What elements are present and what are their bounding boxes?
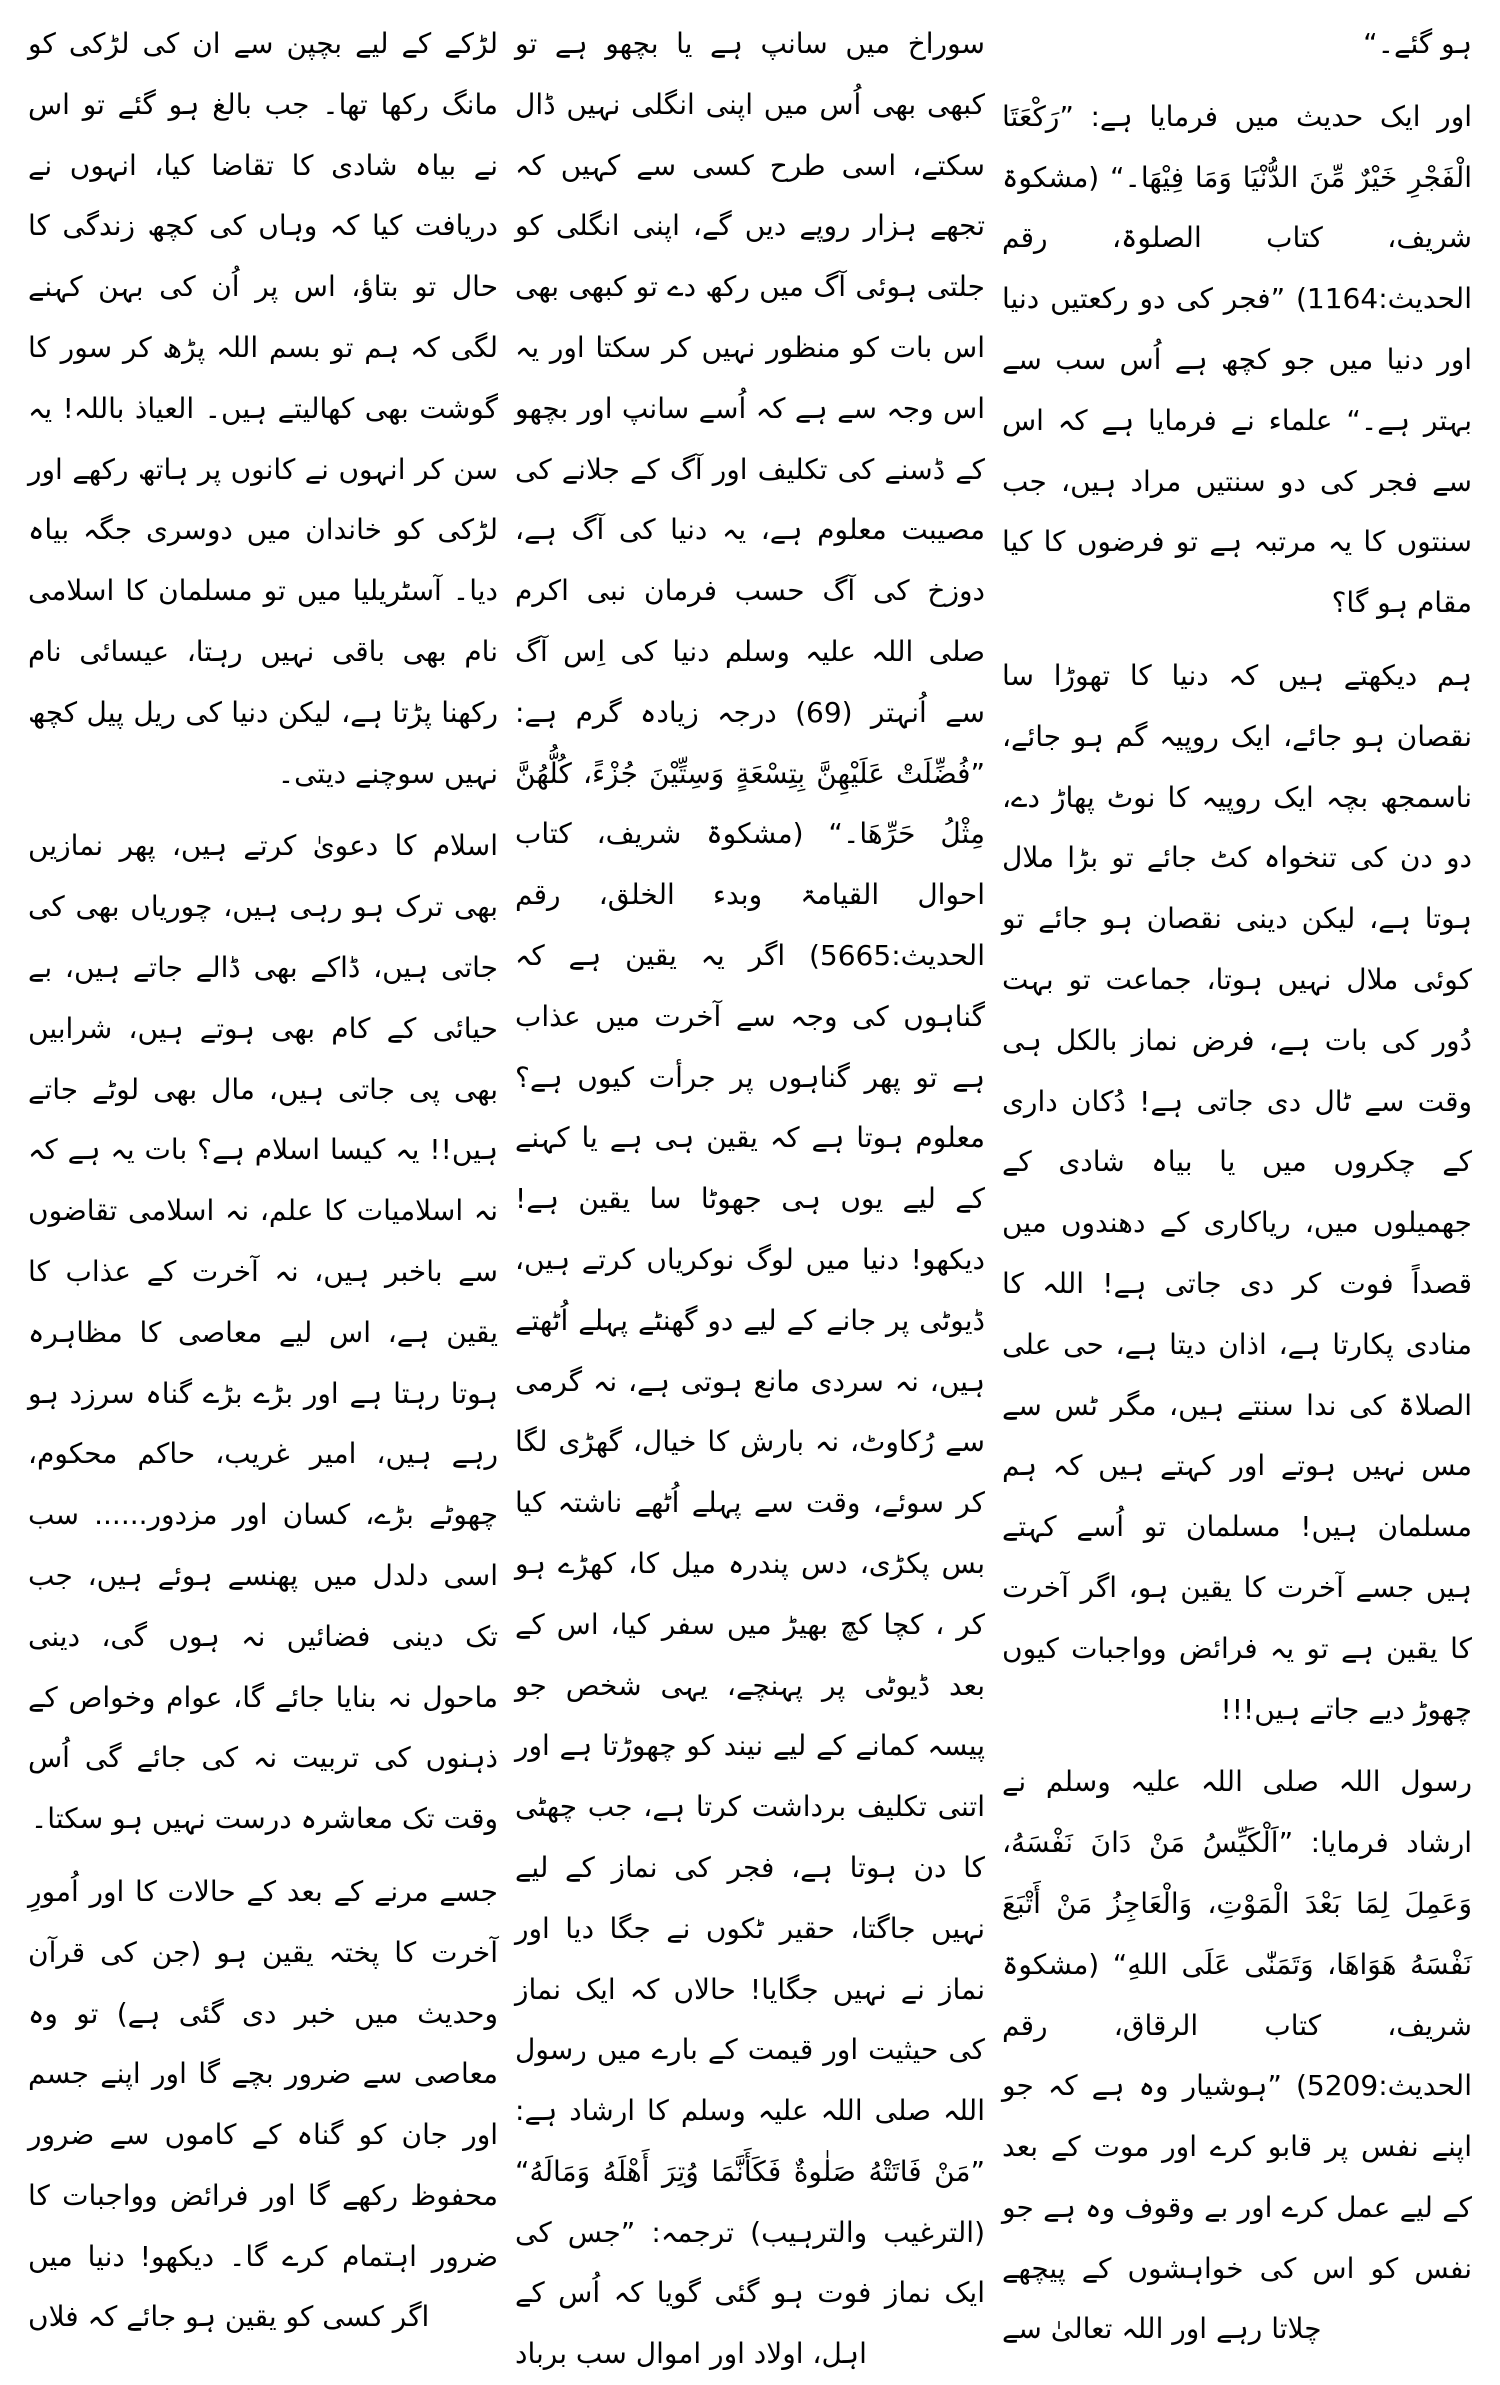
paragraph: لڑکے کے لیے بچپن سے ان کی لڑکی کو مانگ رکھا تھا۔ جب بالغ ہو گئے تو اس نے بیاہ شادی کا تقاضا کیا، انہوں نے دریافت کیا کہ وہاں کی کچھ زندگی کا حال تو بتاؤ، اس پر اُن کی بہن کہنے لگی کہ ہم تو بسم اللہ پڑھ کر سور کا گوشت بھی کھالیتے ہیں۔ العیاذ باللہ! یہ سن کر انہوں نے کانوں پر ہاتھ رکھے اور لڑکی کو خاندان میں دوسری جگہ بیاہ دیا۔ آسٹریلیا میں تو مسلمان کا اسلامی نام بھی باقی نہیں رہتا، عیسائی نام رکھنا پڑتا ہے، لیکن دنیا کی ریل پیل کچھ نہیں سوچنے دیتی۔ [28,27,498,790]
column-left [1002,14,1472,2346]
paragraph: سوراخ میں سانپ ہے یا بچھو ہے تو کبھی بھی اُس میں اپنی انگلی نہیں ڈال سکتے، اسی طرح کسی سے کہیں کہ تجھے ہزار روپے دیں گے، اپنی انگلی کو جلتی ہوئی آگ میں رکھ دے تو کبھی بھی اس بات کو منظور نہیں کر سکتا اور یہ اس وجہ سے ہے کہ اُسے سانپ اور بچھو کے ڈسنے کی تکلیف اور آگ کے جلانے کی مصیبت معلوم ہے، یہ دنیا کی آگ ہے، دوزخ کی آگ حسب فرمان نبی اکرم صلی اللہ علیہ وسلم دنیا کی اِس آگ سے اُنہتر (69) درجہ زیادہ گرم ہے: ”فُضِّلَتْ عَلَيْهِنَّ بِتِسْعَةٍ وَسِتِّيْنَ جُزْءً، كُلُّهُنَّ مِثْلُ حَرِّهَا۔“ (مشکوۃ شریف، کتاب احوال القیامۃ وبدء الخلق، رقم الحدیث:5665) اگر یہ یقین ہے کہ گناہوں کی وجہ سے آخرت میں عذاب ہے تو پھر گناہوں پر جرأت کیوں ہے؟ معلوم ہوتا ہے کہ یقین ہی ہے یا کہنے کے لیے یوں ہی جھوٹا سا یقین ہے! دیکھو! دنیا میں لوگ نوکریاں کرتے ہیں، ڈیوٹی پر جانے کے لیے دو گھنٹے پہلے اُٹھتے ہیں، نہ سردی مانع ہوتی ہے، نہ گرمی سے رُکاوٹ، نہ بارش کا خیال، گھڑی لگا کر سوئے، وقت سے پہلے اُٹھے ناشتہ کیا بس پکڑی، دس پندرہ میل کا، کھڑے ہو کر ، کچا کچ بھیڑ میں سفر کیا، اس کے بعد ڈیوٹی پر پہنچے، یہی شخص جو پیسہ کمانے کے لیے نیند کو چھوڑتا ہے اور اتنی تکلیف برداشت کرتا ہے، جب چھٹی کا دن ہوتا ہے، فجر کی نماز کے لیے نہیں جاگتا، حقیر ٹکوں نے جگا دیا اور نماز نے نہیں جگایا! حالاں کہ ایک نماز کی حیثیت اور قیمت کے بارے میں رسول اللہ صلی اللہ علیہ وسلم کا ارشاد ہے: ”مَنْ فَاتَتْهُ صَلٰوةٌ فَكَأَنَّمَا وُتِرَ أَهْلَهُ وَمَالَهُ“ (الترغیب والترہیب) ترجمہ: ”جس کی ایک نماز فوت ہو گئی گویا کہ اُس کے اہل، اولاد اور اموال سب برباد [515,27,985,2371]
column-middle [515,14,985,2371]
paragraph: اسلام کا دعویٰ کرتے ہیں، پھر نمازیں بھی ترک ہو رہی ہیں، چوریاں بھی کی جاتی ہیں، ڈاکے بھی ڈالے جاتے ہیں، بے حیائی کے کام بھی ہوتے ہیں، شرابیں بھی پی جاتی ہیں، مال بھی لوٹے جاتے ہیں!! یہ کیسا اسلام ہے؟ بات یہ ہے کہ نہ اسلامیات کا علم، نہ اسلامی تقاضوں سے باخبر ہیں، نہ آخرت کے عذاب کا یقین ہے، اس لیے معاصی کا مظاہرہ ہوتا رہتا ہے اور بڑے بڑے گناہ سرزد ہو رہے ہیں، امیر غریب، حاکم محکوم، چھوٹے بڑے، کسان اور مزدور...... سب اسی دلدل میں پھنسے ہوئے ہیں، جب تک دینی فضائیں نہ ہوں گی، دینی ماحول نہ بنایا جائے گا، عوام وخواص کے ذہنوں کی تربیت نہ کی جائے گی اُس وقت تک معاشرہ درست نہیں ہو سکتا۔ [28,829,498,1836]
paragraph: اور ایک حدیث میں فرمایا ہے: ”رَكْعَتَا الْفَجْرِ خَيْرٌ مِّنَ الدُّنْيَا وَمَا فِيْهَا۔“ (مشکوۃ شریف، کتاب الصلوۃ، رقم الحدیث:1164) ”فجر کی دو رکعتیں دنیا اور دنیا میں جو کچھ ہے اُس سب سے بہتر ہے۔“ علماء نے فرمایا ہے کہ اس سے فجر کی دو سنتیں مراد ہیں، جب سنتوں کا یہ مرتبہ ہے تو فرضوں کا کیا مقام ہو گا؟ [1002,99,1472,620]
paragraph: جسے مرنے کے بعد کے حالات کا اور اُمورِ آخرت کا پختہ یقین ہو (جن کی قرآن وحدیث میں خبر دی گئی ہے) تو وہ معاصی سے ضرور بچے گا اور اپنے جسم اور جان کو گناہ کے کاموں سے ضرور محفوظ رکھے گا اور فرائض وواجبات کا ضرور اہتمام کرے گا۔ دیکھو! دنیا میں اگر کسی کو یقین ہو جائے کہ فلاں [28,1874,498,2334]
paragraph: ہو گئے۔“ [1363,27,1472,60]
column-right [28,14,498,2334]
paragraph: ہم دیکھتے ہیں کہ دنیا کا تھوڑا سا نقصان ہو جائے، ایک روپیہ گم ہو جائے، ناسمجھ بچہ ایک روپیہ کا نوٹ پھاڑ دے، دو دن کی تنخواہ کٹ جائے تو بڑا ملال ہوتا ہے، لیکن دینی نقصان ہو جائے تو کوئی ملال نہیں ہوتا، جماعت تو بہت دُور کی بات ہے، فرض نماز بالکل ہی وقت سے ٹال دی جاتی ہے! دُکان داری کے چکروں میں یا بیاہ شادی کے جھمیلوں میں، ریاکاری کے دھندوں میں قصداً فوت کر دی جاتی ہے! اللہ کا منادی پکارتا ہے، اذان دیتا ہے، حی علی الصلاۃ کی ندا سنتے ہیں، مگر ٹس سے مس نہیں ہوتے اور کہتے ہیں کہ ہم مسلمان ہیں! مسلمان تو اُسے کہتے ہیں جسے آخرت کا یقین ہو، اگر آخرت کا یقین ہے تو یہ فرائض وواجبات کیوں چھوڑ دیے جاتے ہیں!!! [1002,658,1472,1726]
paragraph: رسول اللہ صلی اللہ علیہ وسلم نے ارشاد فرمایا: ”اَلْكَيِّسُ مَنْ دَانَ نَفْسَهُ، وَعَمِلَ لِمَا بَعْدَ الْمَوْتِ، وَالْعَاجِزُ مَنْ أَتْبَعَ نَفْسَهُ هَوَاهَا، وَتَمَنّٰى عَلَى اللهِ“ (مشکوۃ شریف، کتاب الرقاق، رقم الحدیث:5209) ”ہوشیار وہ ہے کہ جو اپنے نفس پر قابو کرے اور موت کے بعد کے لیے عمل کرے اور بے وقوف وہ ہے جو نفس کو اس کی خواہشوں کے پیچھے چلاتا رہے اور اللہ تعالیٰ سے [1002,1765,1472,2346]
